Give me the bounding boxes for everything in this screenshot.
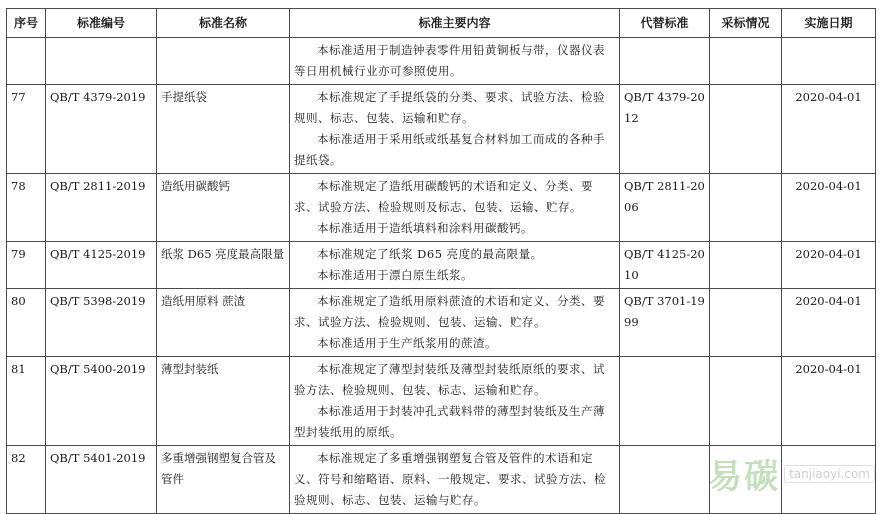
- content-paragraph: 本标准规定了手提纸袋的分类、要求、试验方法、检验规则、标志、包装、运输和贮存。: [294, 90, 605, 125]
- cell-date: [782, 38, 876, 85]
- cell-date: 2020-04-01: [782, 242, 876, 289]
- cell-adopt: [710, 85, 782, 174]
- cell-code: QB/T 4379-2019: [46, 85, 157, 174]
- content-paragraph: 本标准适用于漂白原生纸浆。: [317, 268, 473, 282]
- cell-replace: QB/T 4379-2012: [620, 85, 710, 174]
- content-paragraph: 本标准规定了纸浆 D65 亮度的最高限量。: [317, 247, 543, 261]
- content-paragraph: 本标准规定了薄型封装纸及薄型封装纸原纸的要求、试验方法、检验规则、包装、标志、运输和贮存。: [294, 362, 605, 397]
- cell-content: [290, 446, 620, 514]
- cell-replace: [620, 357, 710, 446]
- cell-replace: QB/T 2811-2006: [620, 174, 710, 242]
- cell-no: 80: [7, 289, 46, 357]
- cell-date: 2020-04-01: [782, 85, 876, 174]
- content-paragraph: 本标准适用于制造钟表零件用铅黄铜板与带，仪器仪表等日用机械行业亦可参照使用。: [294, 43, 605, 78]
- content-paragraph: 本标准适用于造纸填料和涂料用碳酸钙。: [317, 221, 533, 235]
- cell-no: 79: [7, 242, 46, 289]
- cell-content: [290, 289, 620, 357]
- cell-code: QB/T 2811-2019: [46, 174, 157, 242]
- cell-no: 78: [7, 174, 46, 242]
- cell-name: 造纸用原料 蔗渣: [157, 289, 290, 357]
- cell-no: 81: [7, 357, 46, 446]
- content-paragraph: 本标准规定了造纸用原料蔗渣的术语和定义、分类、要求、试验方法、检验规则、包装、运输、贮存。: [294, 294, 605, 329]
- cell-adopt: [710, 174, 782, 242]
- cell-code: QB/T 4125-2019: [46, 242, 157, 289]
- cell-name: [157, 38, 290, 85]
- cell-content: [290, 174, 620, 242]
- cell-code: QB/T 5398-2019: [46, 289, 157, 357]
- cell-date: 2020-04-01: [782, 289, 876, 357]
- table-row: [7, 357, 876, 446]
- cell-replace: [620, 38, 710, 85]
- cell-content: [290, 38, 620, 85]
- cell-no: 77: [7, 85, 46, 174]
- cell-name: 多重增强钢塑复合管及管件: [157, 446, 290, 514]
- content-paragraph: 本标准规定了多重增强钢塑复合管及管件的术语和定义、符号和缩略语、原料、一般规定、要求、试验方法、检验规则、标志、包装、运输与贮存。: [294, 451, 606, 507]
- table-row: [7, 85, 876, 174]
- watermark-en: tanjiaoyi.com: [784, 465, 875, 483]
- header-code: 标准编号: [46, 9, 157, 38]
- content-paragraph: 本标准适用于封装冲孔式载料带的薄型封装纸及生产薄型封装纸用的原纸。: [294, 404, 605, 439]
- cell-name: 造纸用碳酸钙: [157, 174, 290, 242]
- content-paragraph: 本标准适用于采用纸或纸基复合材料加工而成的各种手提纸袋。: [294, 132, 605, 167]
- header-adopt: 采标情况: [710, 9, 782, 38]
- cell-date: 2020-04-01: [782, 174, 876, 242]
- cell-replace: QB/T 4125-2010: [620, 242, 710, 289]
- header-no: 序号: [7, 9, 46, 38]
- header-row: [7, 9, 876, 38]
- cell-name: 薄型封装纸: [157, 357, 290, 446]
- standards-table: [6, 8, 876, 514]
- cell-name: 纸浆 D65 亮度最高限量: [157, 242, 290, 289]
- cell-code: [46, 38, 157, 85]
- cell-content: [290, 85, 620, 174]
- table-row: [7, 174, 876, 242]
- cell-no: 82: [7, 446, 46, 514]
- cell-adopt: [710, 289, 782, 357]
- cell-replace: QB/T 3701-1999: [620, 289, 710, 357]
- cell-code: QB/T 5401-2019: [46, 446, 157, 514]
- watermark-cn: 易碳: [708, 457, 781, 497]
- table-row: [7, 289, 876, 357]
- cell-no: [7, 38, 46, 85]
- cell-date: 2020-04-01: [782, 357, 876, 446]
- header-content: 标准主要内容: [290, 9, 620, 38]
- content-paragraph: 本标准适用于生产纸浆用的蔗渣。: [317, 336, 497, 350]
- table-row: [7, 242, 876, 289]
- watermark-logo: [708, 449, 875, 498]
- header-name: 标准名称: [157, 9, 290, 38]
- header-date: 实施日期: [782, 9, 876, 38]
- cell-content: [290, 242, 620, 289]
- content-paragraph: 本标准规定了造纸用碳酸钙的术语和定义、分类、要求、试验方法、检验规则及标志、包装、运输、贮存。: [294, 179, 593, 214]
- cell-name: 手提纸袋: [157, 85, 290, 174]
- table-row: [7, 38, 876, 85]
- cell-replace: [620, 446, 710, 514]
- header-replace: 代替标准: [620, 9, 710, 38]
- cell-adopt: [710, 357, 782, 446]
- cell-code: QB/T 5400-2019: [46, 357, 157, 446]
- cell-adopt: [710, 38, 782, 85]
- cell-content: [290, 357, 620, 446]
- cell-adopt: [710, 242, 782, 289]
